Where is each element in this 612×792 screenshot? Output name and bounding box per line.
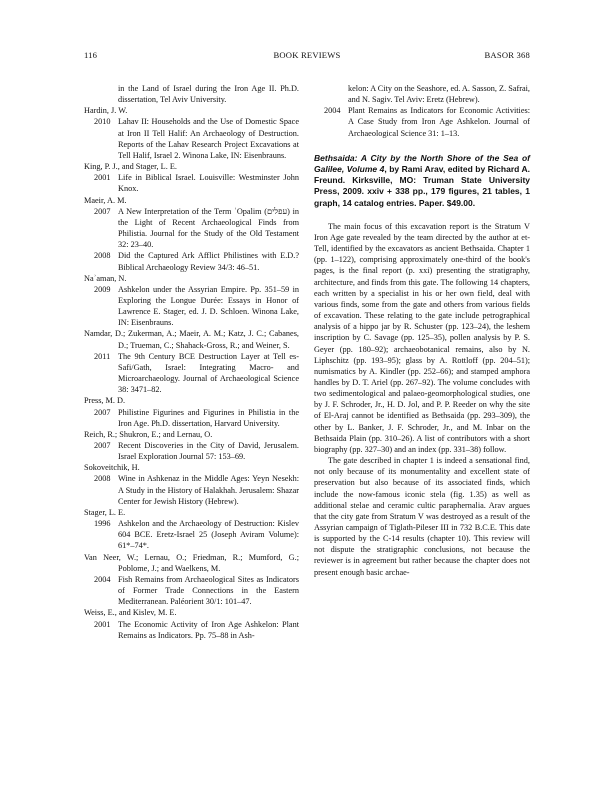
reference-text: Ashkelon and the Archaeology of Destruction: Kislev 604 BCE. Eretz-Israel 25 (Joseph Aviram Volume): 61*–74*. (118, 519, 299, 551)
reference-text: Life in Biblical Israel. Louisville: Westminster John Knox. (118, 173, 299, 194)
reference-entry (84, 574, 299, 607)
reference-text: Did the Captured Ark Afflict Philistines with E.D.? Biblical Archaeology Review 34/3: 46–51. (118, 251, 299, 272)
review-book-details: , by Rami Arav, edited by Richard A. Freund. Kirksville, MO: Truman State University Press, 2009. xxiv + 338 pp., 179 figures, 21 tables, 1 graph, 14 catalog entries. Paper. $49.00. (314, 163, 531, 208)
reference-author: Reich, R.; Shukron, E.; and Lernau, O. (84, 429, 213, 439)
page-number: 116 (84, 50, 98, 60)
reference-year: 2001 (94, 619, 111, 629)
reference-entry (84, 284, 299, 329)
reference-entry (84, 351, 299, 396)
review-paragraph: The main focus of this excavation report is the Stratum V Iron Age gate revealed by the team directed by the author at et-Tell, identified by the excavators as ancient Bethsaida. Chapter 1 (pp. 1–122), comprising approximately one-third of the book's pages, is the final report (p. xxi) presenting the stratigraphy, architecture, and finds from this gate. The following 14 chapters, each written by a specialist in his or her own field, deal with various finds, some from the gate and others from various fields of excavation. These relating to the gate include petrographical analysis of a hippo jar by R. Schuster (pp. 123–24), the leshem inscription by C. Savage (pp. 125–35), pollen analysis by P. S. Geyer (pp. 180–92); archaeobotanical remains, also by N. Liphschitz (pp. 193–95); glass by A. Rottloff (pp. 204–51); numismatics by A. Kindler (pp. 252–66); and stamped amphora handles by D. T. Ariel (pp. 267–92). The volume concludes with two sedimentological and palaeo-geomorphological studies, one by J. F. Schroder, Jr., H. D. Jol, and P. P. Reeder on why the site of El-Araj cannot be identified as Bethsaida (pp. 293–309), the other by L. Banker, J. F. Schroder, Jr., and M. Inbar on the Bethsaida Plain (pp. 310–26). A list of contributors with a short biography (pp. 327–30) and an index (pp. 331–38) follow. (314, 221, 530, 454)
section-title: BOOK REVIEWS (273, 50, 341, 60)
reference-text: Recent Discoveries in the City of David, Jerusalem. Israel Exploration Journal 57: 153–69. (118, 441, 299, 462)
reference-year: 2007 (94, 407, 111, 417)
reference-author: Stager, L. E. (84, 507, 126, 517)
reference-author: King, P. J., and Stager, L. E. (84, 162, 177, 172)
review-paragraph: The gate described in chapter 1 is indeed a sensational find, not only because of its monumentality and excellent state of preservation but also because of its associated finds, which include the now-famous iconic stela (fig. 1.35) as well as additional stelae and ceramic cultic paraphernalia. Arav argues that the city gate from Stratum V was destroyed as a result of the Assyrian campaign of Tiglath-Pileser III in 732 B.C.E. This date is supported by the C-14 results (chapter 10). This review will not dispute the stratigraphic conclusions, not because the reviewer is in agreement but rather because the chapter does not present enough basic archae- (314, 456, 530, 577)
reference-entry (84, 407, 299, 429)
reference-year: 2009 (94, 284, 111, 294)
reference-year: 2010 (94, 117, 111, 127)
reference-author: Press, M. D. (84, 396, 126, 406)
reference-text: Plant Remains as Indicators for Economic Activities: A Case Study from Iron Age Ashkelon. Journal of Archaeological Science 31: 1–13. (348, 106, 530, 138)
reference-text: A New Interpretation of the Term ʿOpalim (עפלים) in the Light of Recent Archaeological Finds from Philistia. Journal for the Study of the Old Testament 32: 23–40. (118, 206, 299, 250)
review-book-title: Bethsaida: A City by the North Shore of the Sea of Galilee, Volume 4 (314, 152, 530, 174)
reference-year: 1996 (94, 519, 111, 529)
reference-entry (84, 250, 299, 272)
review-heading (314, 153, 530, 209)
reference-text: Philistine Figurines and Figurines in Philistia in the Iron Age. Ph.D. dissertation, Harvard University. (118, 407, 299, 428)
reference-author: Naʾaman, N. (84, 273, 127, 283)
reference-entry (84, 518, 299, 551)
reference-continuation: in the Land of Israel during the Iron Age II. Ph.D. dissertation, Tel Aviv University. (118, 84, 299, 105)
reference-entry (84, 619, 299, 641)
reference-entry (84, 473, 299, 506)
reference-year: 2011 (94, 351, 111, 361)
reference-author: Sokoveitchik, H. (84, 463, 140, 473)
reference-text: The 9th Century BCE Destruction Layer at Tell es-Safi/Gath, Israel: Integrating Macro- and Microarchaeology. Journal of Archaeological Science 38: 3471–82. (118, 351, 299, 395)
reference-author: Van Neer, W.; Lernau, O.; Friedman, R.; Mumford, G.; Poblome, J.; and Waelkens, M. (84, 552, 299, 573)
reference-year: 2008 (94, 251, 111, 261)
reference-year: 2004 (324, 106, 341, 116)
left-column (84, 83, 299, 641)
reference-text: Fish Remains from Archaeological Sites as Indicators of Former Trade Connections in the Eastern Mediterranean. Paléorient 30/1: 101–47. (118, 574, 299, 607)
reference-author: Namdar, D.; Zukerman, A.; Maeir, A. M.; Katz, J. C.; Cabanes, D.; Trueman, C.; Shahack-Gross, R.; and Weiner, S. (84, 329, 299, 350)
reference-entry (84, 440, 299, 462)
reference-author: Hardin, J. W. (84, 106, 128, 116)
reference-entry (84, 116, 299, 161)
reference-entry (84, 206, 299, 251)
reference-text: Ashkelon under the Assyrian Empire. Pp. 351–59 in Exploring the Longue Durée: Essays in Honor of Lawrence E. Stager, ed. J. D. Schloen. Winona Lake, IN: Eisenbrauns. (118, 284, 299, 328)
reference-year: 2001 (94, 173, 111, 183)
reference-year: 2008 (94, 474, 111, 484)
reference-text: Wine in Ashkenaz in the Middle Ages: Yeyn Nesekh: A Study in the History of Halakhah. Jerusalem: Shazar Center for Jewish History (Hebrew). (118, 474, 299, 506)
reference-text: The Economic Activity of Iron Age Ashkelon: Plant Remains as Indicators. Pp. 75–88 in Ash- (118, 619, 299, 640)
page-header (84, 50, 530, 62)
reference-entry (84, 172, 299, 194)
reference-year: 2007 (94, 441, 111, 450)
reference-year: 2004 (94, 574, 111, 584)
reference-continuation: kelon: A City on the Seashore, ed. A. Sasson, Z. Safrai, and N. Sagiv. Tel Aviv: Eretz (Hebrew). (348, 84, 530, 105)
right-column (314, 83, 530, 578)
reference-text: Lahav II: Households and the Use of Domestic Space at Iron II Tell Halif: An Archaeology of Destruction. Reports of the Lahav Research Project Excavations at Tell Halif, Israel 2. Winona Lake, IN: Eisenbrauns. (118, 117, 299, 160)
reference-year: 2007 (94, 206, 111, 216)
reference-list (84, 105, 299, 641)
reference-author: Weiss, E., and Kislev, M. E. (84, 608, 177, 618)
reference-author: Maeir, A. M. (84, 195, 127, 205)
journal-issue: BASOR 368 (484, 50, 530, 60)
reference-entry (314, 105, 530, 138)
